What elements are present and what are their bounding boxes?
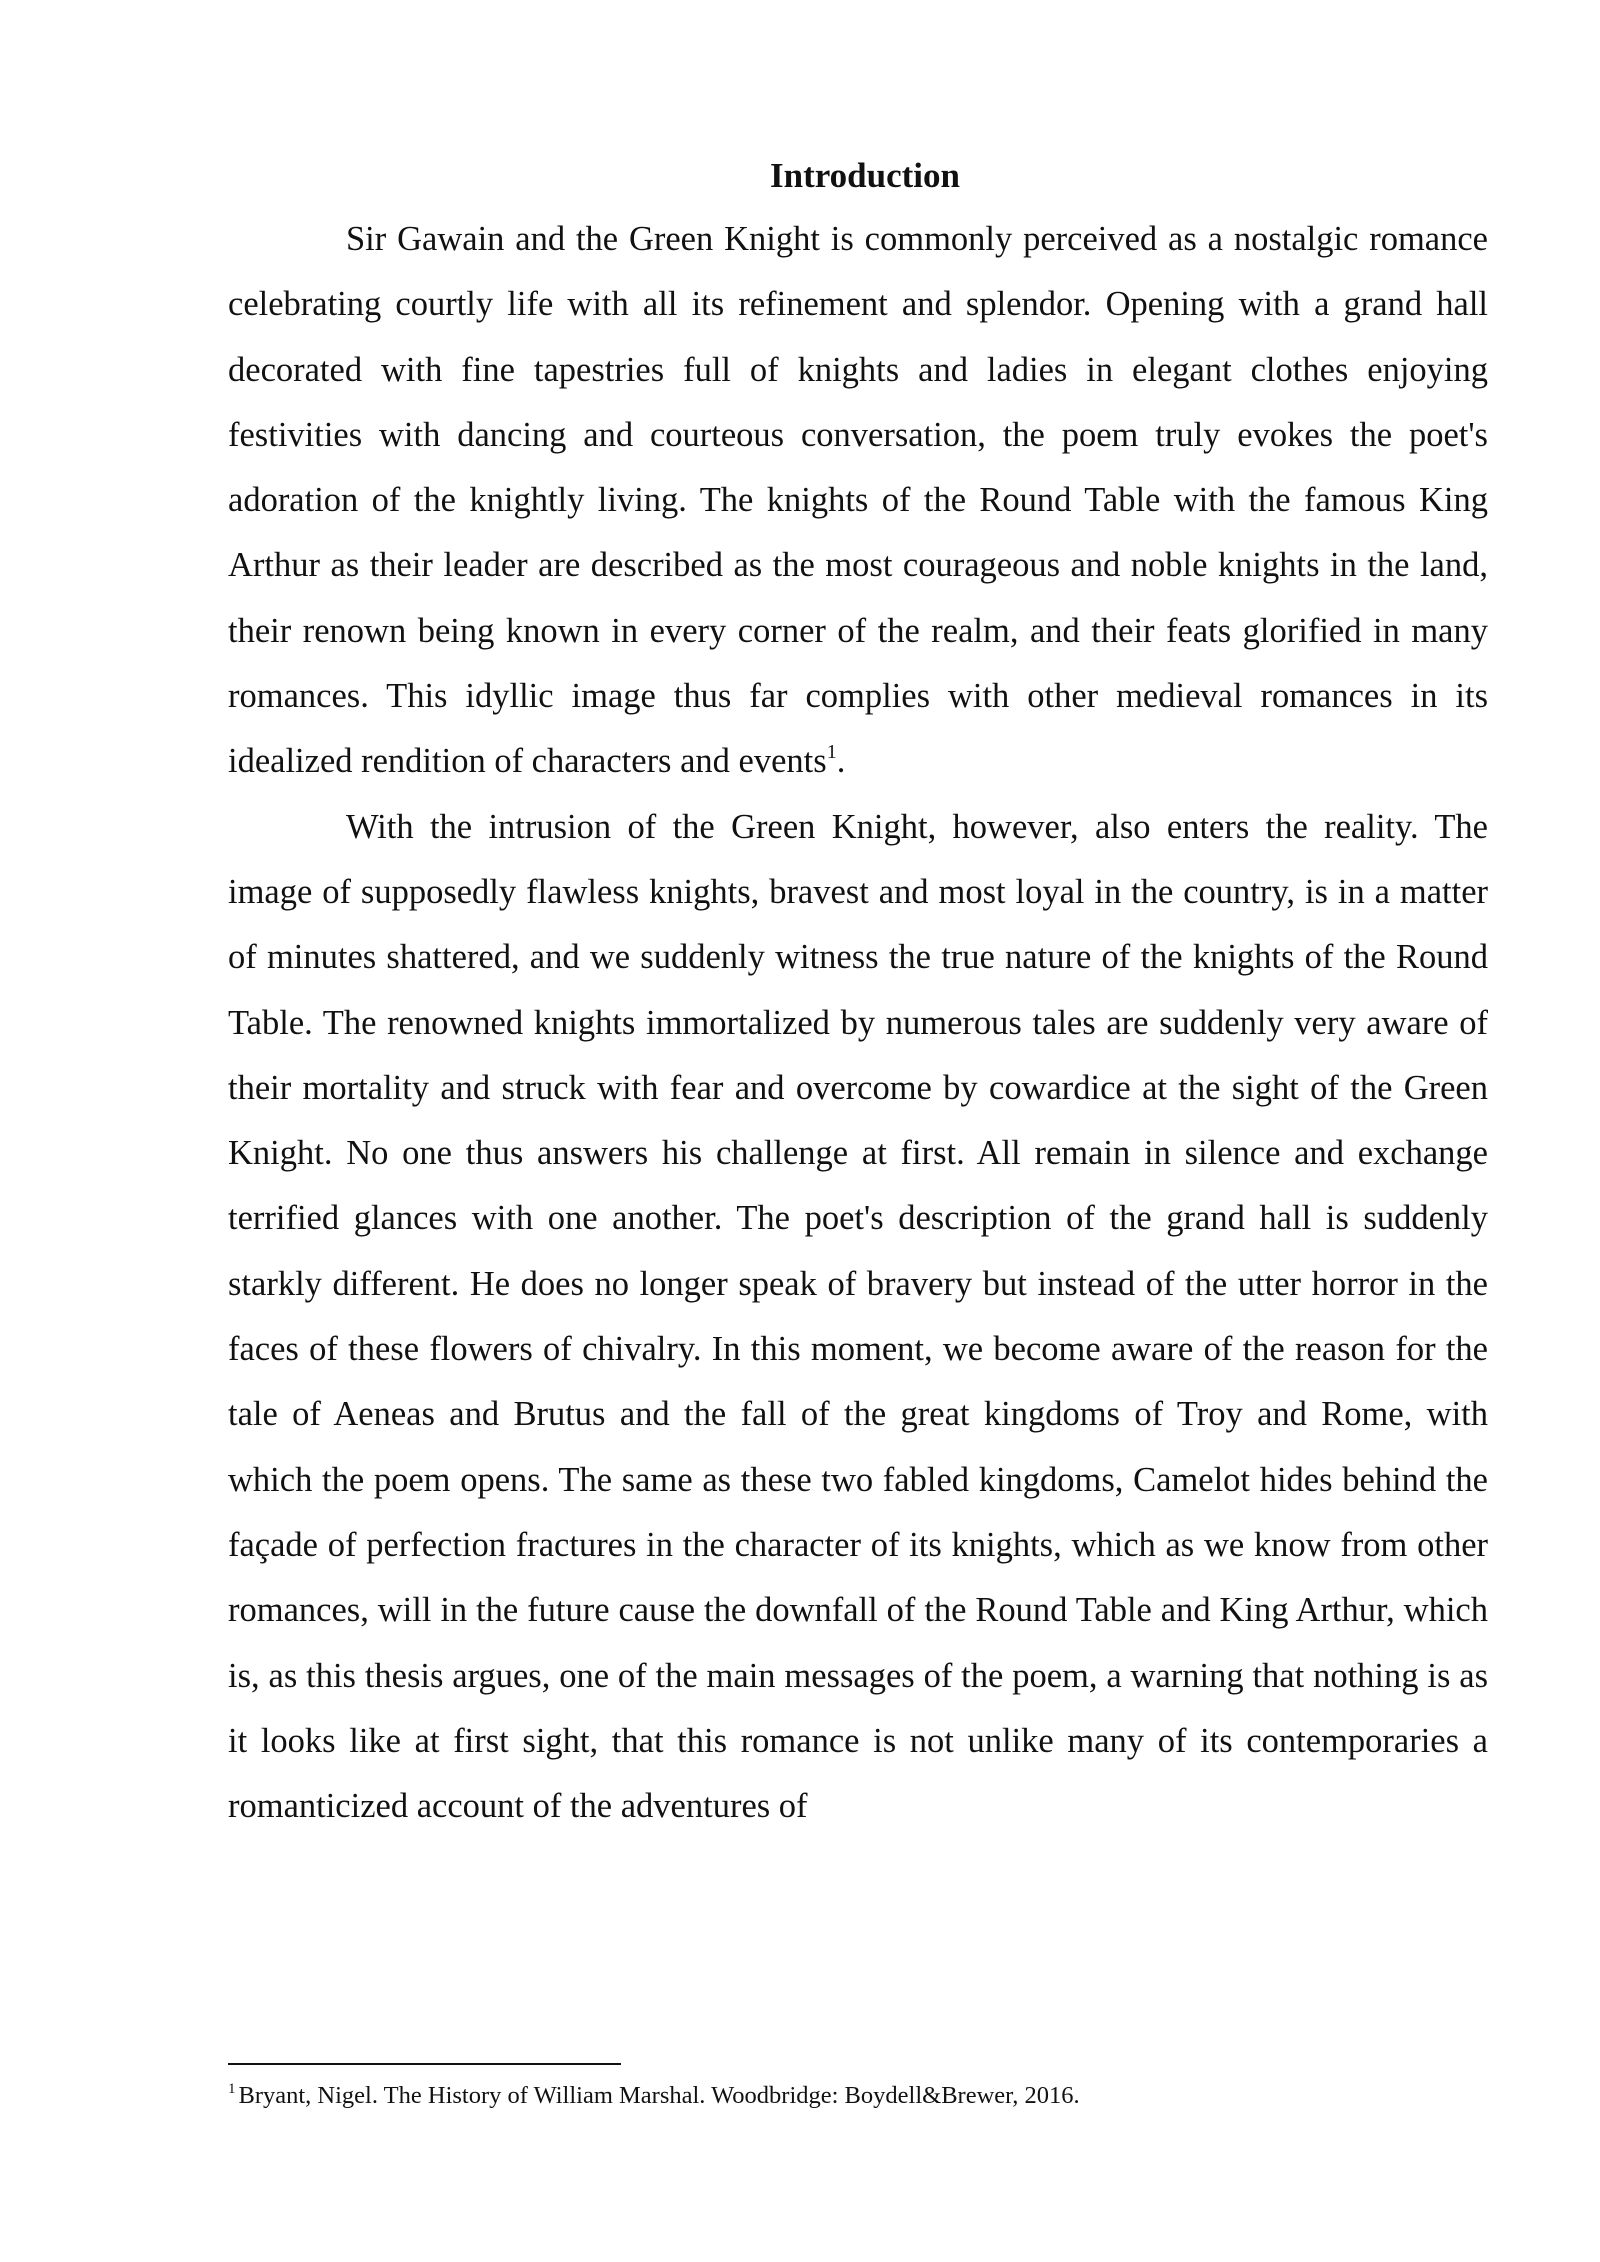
paragraph-1-text: Sir Gawain and the Green Knight is commonly perceived as a nostalgic romance celebrating courtly life with all its refinement and splendor. Opening with a grand hall decorated with fine tapestries full of knights and ladies in elegant clothes enjoying festivities with dancing and courteous conversation, the poem truly evokes the poet's adoration of the knightly living. The knights of the Round Table with the famous King Arthur as their leader are described as the most courageous and noble knights in the land, their renown being known in every corner of the realm, and their feats glorified in many romances. This idyllic image thus far complies with other medieval romances in its idealized rendition of characters and events [228,220,1488,781]
footnote [228,2080,1488,2112]
footnote-reference: 1 [826,741,837,764]
paragraph-2-text: With the intrusion of the Green Knight, however, also enters the reality. The image of supposedly flawless knights, bravest and most loyal in the country, is in a matter of minutes shattered, and we suddenly witness the true nature of the knights of the Round Table. The renowned knights immortalized by numerous tales are suddenly very aware of their mortality and struck with fear and overcome by cowardice at the sight of the Green Knight. No one thus answers his challenge at first. All remain in silence and exchange terrified glances with one another. The poet's description of the grand hall is suddenly starkly different. He does no longer speak of bravery but instead of the utter horror in the faces of these flowers of chivalry. In this moment, we become aware of the reason for the tale of Aeneas and Brutus and the fall of the great kingdoms of Troy and Rome, with which the poem opens. The same as these two fabled kingdoms, Camelot hides behind the façade of perfection fractures in the character of its knights, which as we know from other romances, will in the future cause the downfall of the Round Table and King Arthur, which is, as this thesis argues, one of the main messages of the poem, a warning that nothing is as it looks like at first sight, that this romance is not unlike many of its contemporaries a romanticized account of the adventures of [228,807,1488,1826]
body-text [228,207,1488,1839]
footnote-separator [228,2063,621,2065]
footnote-text: Bryant, Nigel. The History of William Marshal. Woodbridge: Boydell&Brewer, 2016. [238,2082,1080,2109]
paragraph-1-end: . [836,742,846,781]
section-heading: Introduction [770,156,960,195]
paragraph-1 [228,207,1488,795]
footnote-number: 1 [228,2081,236,2097]
paragraph-2 [228,795,1488,1840]
